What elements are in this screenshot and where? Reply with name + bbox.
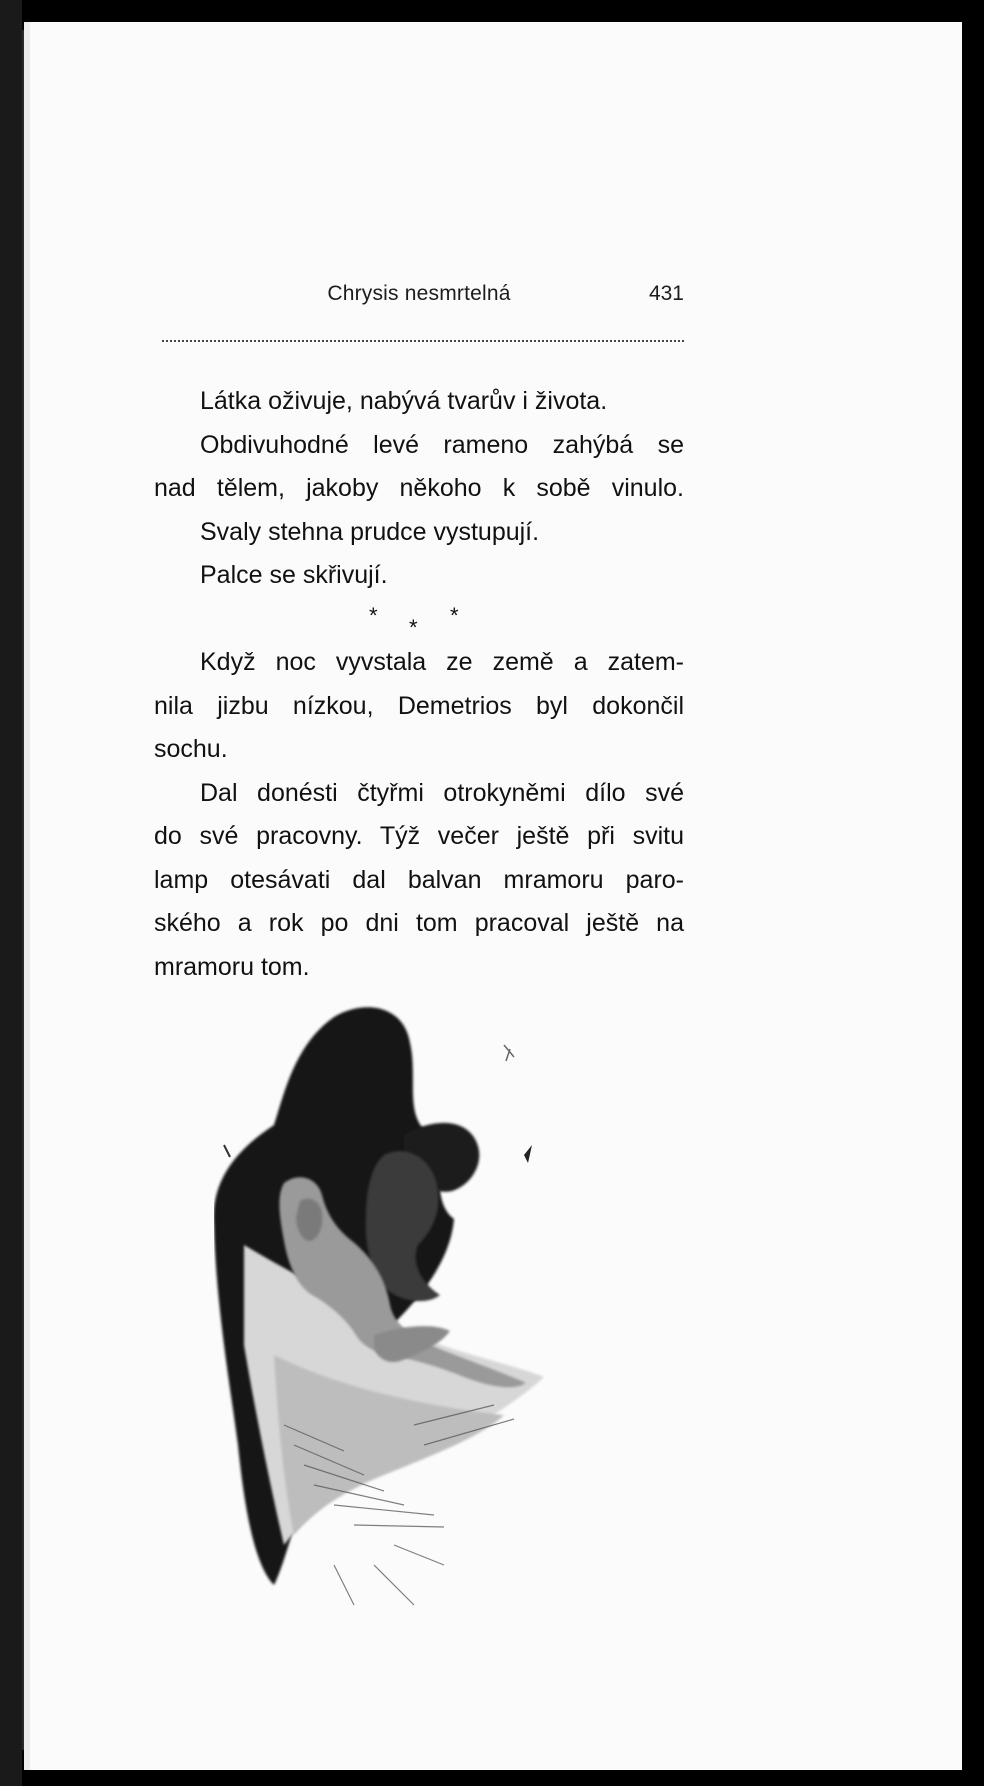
text-line: nila jizbu nízkou, Demetrios byl dokončil: [154, 691, 684, 720]
header-dotted-rule: [162, 340, 684, 342]
text-line: Obdivuhodné levé rameno zahýbá se: [200, 430, 684, 459]
section-break-asterisks: [154, 598, 684, 642]
text-line: Látka oživuje, nabývá tvarův i života.: [200, 387, 608, 415]
text-line: do své pracovny. Týž večer ještě při svitu: [154, 822, 684, 850]
engraving-illustration: [214, 1005, 614, 1625]
running-title: Chrysis nesmrtelná: [327, 282, 511, 305]
text-line: Když noc vyvstala ze země a zatem-: [200, 648, 684, 676]
text-line: Dal donésti čtyřmi otrokyněmi dílo své: [200, 778, 684, 807]
text-line: mramoru tom.: [154, 952, 310, 981]
page-gutter: [24, 22, 30, 1770]
asterisk: *: [369, 602, 378, 628]
text-line: sochu.: [154, 735, 228, 763]
text-line: lamp otesávati dal balvan mramoru paro-: [154, 865, 684, 894]
book-spine-shadow: [0, 0, 22, 1786]
text-line: Svaly stehna prudce vystupují.: [200, 517, 540, 546]
body-text: [154, 380, 684, 989]
text-line: ského a rok po dni tom pracoval ještě na: [154, 909, 684, 937]
page-number: 431: [648, 282, 684, 305]
page-header: [154, 272, 684, 312]
asterisk: *: [450, 602, 459, 628]
asterisk: *: [409, 614, 418, 640]
text-line: nad tělem, jakoby někoho k sobě vinulo.: [154, 474, 684, 502]
text-line: Palce se skřivují.: [200, 561, 388, 589]
